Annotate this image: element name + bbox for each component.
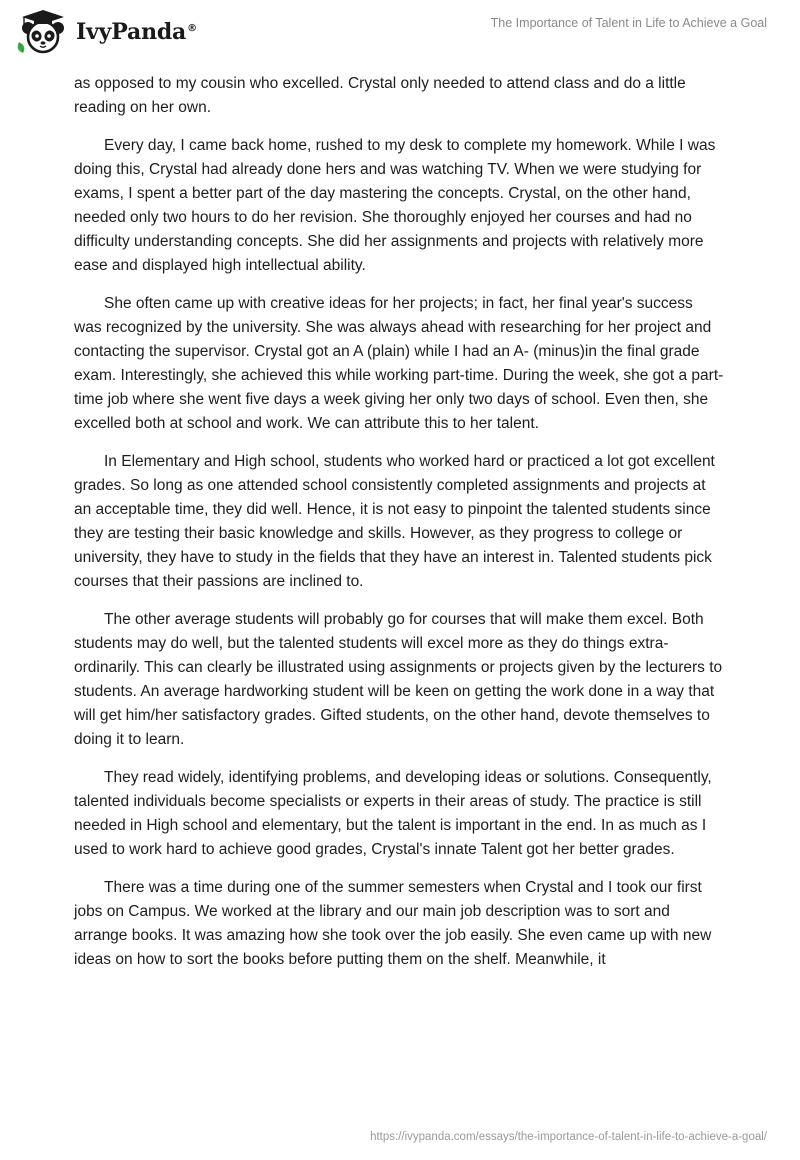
panda-graduate-logo-icon [14,6,72,56]
page-header [0,0,800,70]
paragraph-7: There was a time during one of the summer semesters when Crystal and I took our first jobs on Campus. We worked at the library and our main job description was to sort and arrange books. It was amazing how she took over the job easily. She even came up with new ideas on how to sort the books before putting them on the shelf. Meanwhile, it [74,879,712,968]
brand-name [76,19,197,45]
ivypanda-logo[interactable] [14,6,197,56]
paragraph-2: Every day, I came back home, rushed to my desk to complete my homework. While I was doing this, Crystal had already done hers and was watching TV. When we were studying for exams, I spent a better part of the day mastering the concepts. Crystal, on the other hand, needed only two hours to do her revision. She thoroughly enjoyed her courses and had no difficulty understanding concepts. She did her assignments and projects with relatively more ease and displayed high intellectual ability. [74,137,716,274]
paragraph-5: The other average students will probably go for courses that will make them excel. Both students may do well, but the talented students will excel more as they do things extra-ordinarily. This can clearly be illustrated using assignments or projects given by the lecturers to students. An average hardworking student will be keen on getting the work done in a way that will get him/her satisfactory grades. Gifted students, on the other hand, devote themselves to doing it to learn. [74,611,723,748]
document-title: The Importance of Talent in Life to Achieve a Goal [490,16,767,30]
paragraph-6: They read widely, identifying problems, and developing ideas or solutions. Consequently, talented individuals become specialists or experts in their areas of study. The practice is still needed in High school and elementary, but the talent is important in the end. In as much as I used to work hard to achieve good grades, Crystal's innate Talent got her better grades. [74,769,712,858]
paragraph-1: as opposed to my cousin who excelled. Crystal only needed to attend class and do a little reading on her own. [74,75,686,116]
source-url-link[interactable]: https://ivypanda.com/essays/the-importance-of-talent-in-life-to-achieve-a-goal/ [370,1131,767,1143]
brand-name-text: IvyPanda [76,19,187,45]
essay-body [74,72,724,986]
paragraph-4: In Elementary and High school, students who worked hard or practiced a lot got excellent grades. So long as one attended school consistently completed assignments and projects at an acceptable time, they did well. Hence, it is not easy to pinpoint the talented students since they are testing their basic knowledge and skills. However, as they progress to college or university, they have to study in the fields that they have an interest in. Talented students pick courses that their passions are inclined to. [74,453,715,590]
paragraph-3: She often came up with creative ideas for her projects; in fact, her final year's success was recognized by the university. She was always ahead with researching for her project and contacting the supervisor. Crystal got an A (plain) while I had an A- (minus)in the final grade exam. Interestingly, she achieved this while working part-time. During the week, she got a part-time job where she went five days a week giving her only two days of school. Even then, she excelled both at school and work. We can attribute this to her talent. [74,295,724,432]
registered-mark: ® [187,22,197,34]
